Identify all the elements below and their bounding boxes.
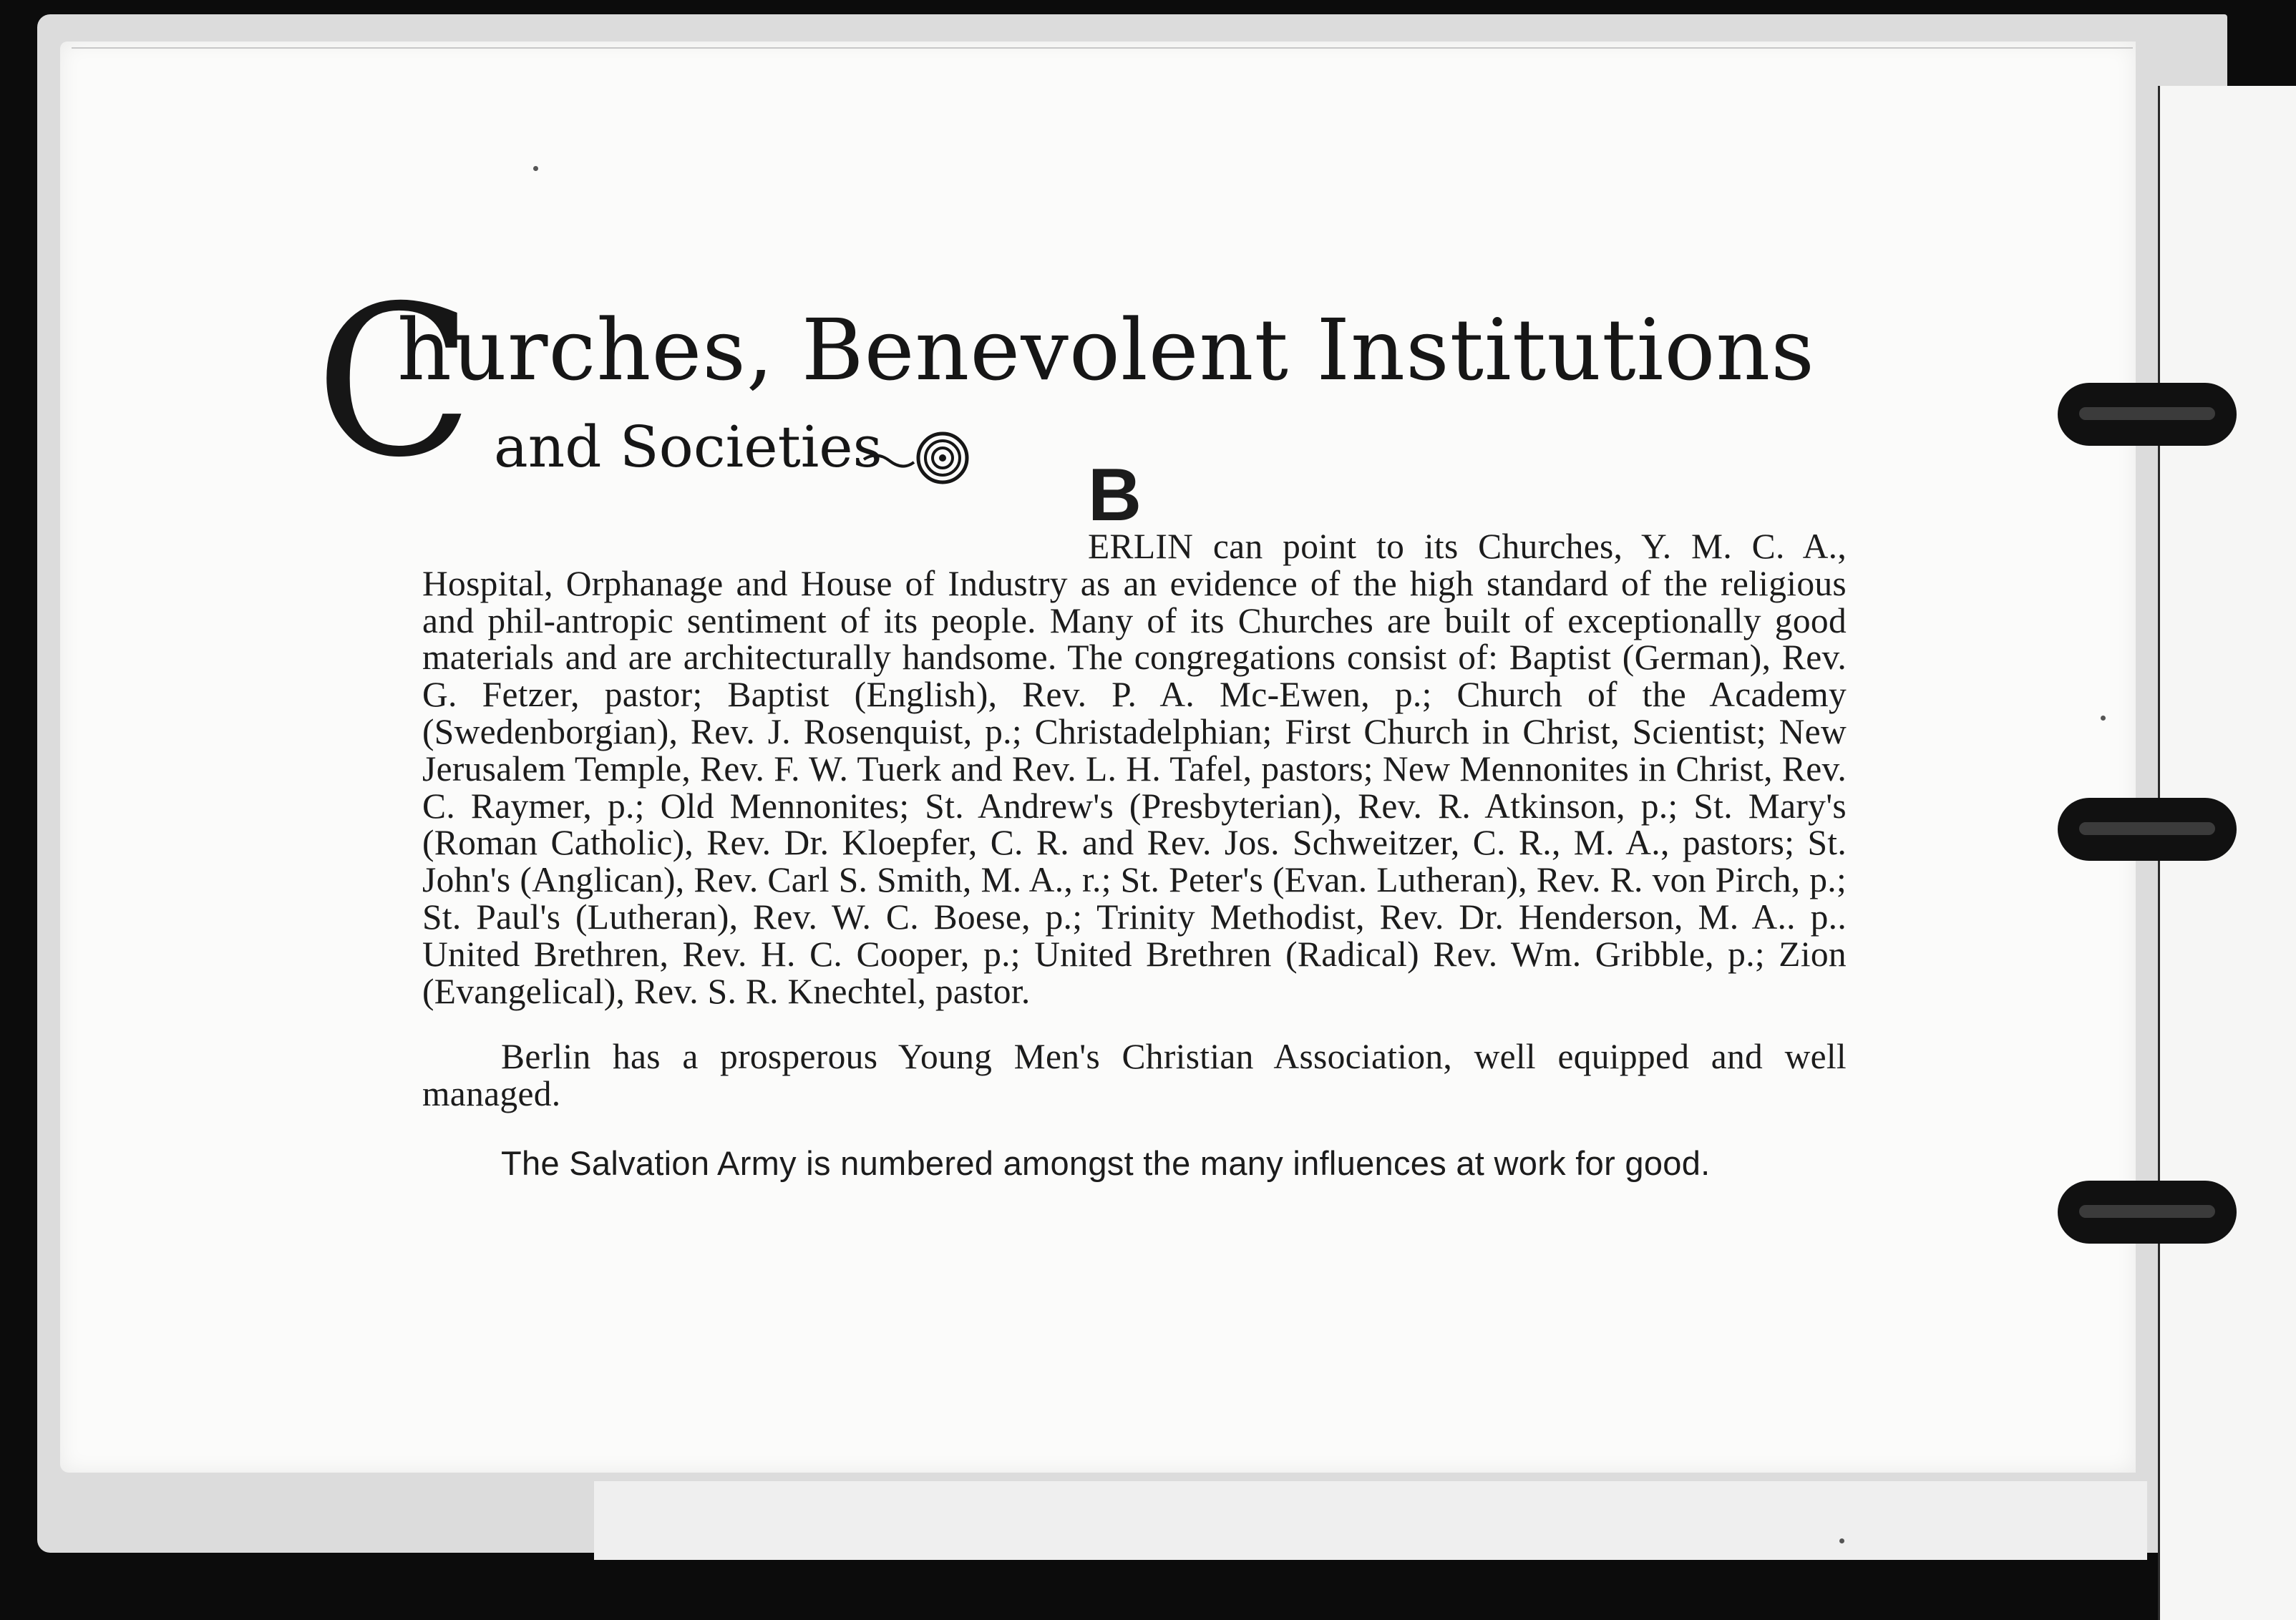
binder-ring-icon: [2058, 383, 2237, 446]
binder-ring-icon: [2058, 1181, 2237, 1244]
paragraph-lead-word: ERLIN: [1088, 527, 1194, 566]
heading-line-1: hurches, Benevolent Institutions: [397, 301, 1815, 399]
paragraph-ymca: Berlin has a prosperous Young Men's Christian Association, well equipped and well managed.: [422, 1037, 1847, 1114]
ink-speck: [533, 166, 538, 171]
ink-speck: [1839, 1538, 1844, 1543]
binder-ring-icon: [2058, 798, 2237, 861]
paragraph-congregations: [422, 454, 1847, 1011]
page-edge-line: [72, 47, 2133, 49]
paragraph-body: can point to its Churches, Y. M. C. A., Hospital, Orphanage and House of Industry as an evidence of the high standard of the religious and phil-antropic sentiment of its people. Many of its Churches are built of exceptionally good materials and are architecturally handsome. The congregations consist of: Baptist (German), Rev. G. Fetzer, pastor; Baptist (English), Rev. P. A. Mc-Ewen, p.; Church of the Academy (Swedenborgian), Rev. J. Rosenquist, p.; Christadelphian; First Church in Christ, Scientist; New Jerusalem Temple, Rev. F. W. Tuerk and Rev. L. H. Tafel, pastors; New Mennonites in Christ, Rev. C. Raymer, p.; Old Mennonites; St. Andrew's (Presbyterian), Rev. R. Atkinson, p.; St. Mary's (Roman Catholic), Rev. Dr. Kloepfer, C. R. and Rev. Jos. Schweitzer, C. R., M. A., pastors; St. John's (Anglican), Rev. Carl S. Smith, M. A., r.; St. Peter's (Evan. Lutheran), Rev. R. von Pirch, p.; St. Paul's (Lutheran), Rev. W. C. Boese, p.; Trinity Methodist, Rev. Dr. Henderson, M. A.. p.. United Brethren, Rev. H. C. Cooper, p.; United Brethren (Radical) Rev. Wm. Gribble, p.; Zion (Evangelical), Rev. S. R. Knechtel, pastor.: [422, 527, 1847, 1011]
drop-cap: B: [1088, 454, 1142, 537]
paragraph-salvation-army: The Salvation Army is numbered amongst the many influences at work for good.: [501, 1143, 1711, 1182]
ink-speck: [2101, 716, 2106, 721]
underlying-page-edge: [594, 1481, 2147, 1560]
body-text: [422, 454, 1847, 1183]
heading-initial: C: [315, 262, 474, 503]
heading-line-2: and Societies: [494, 414, 882, 480]
